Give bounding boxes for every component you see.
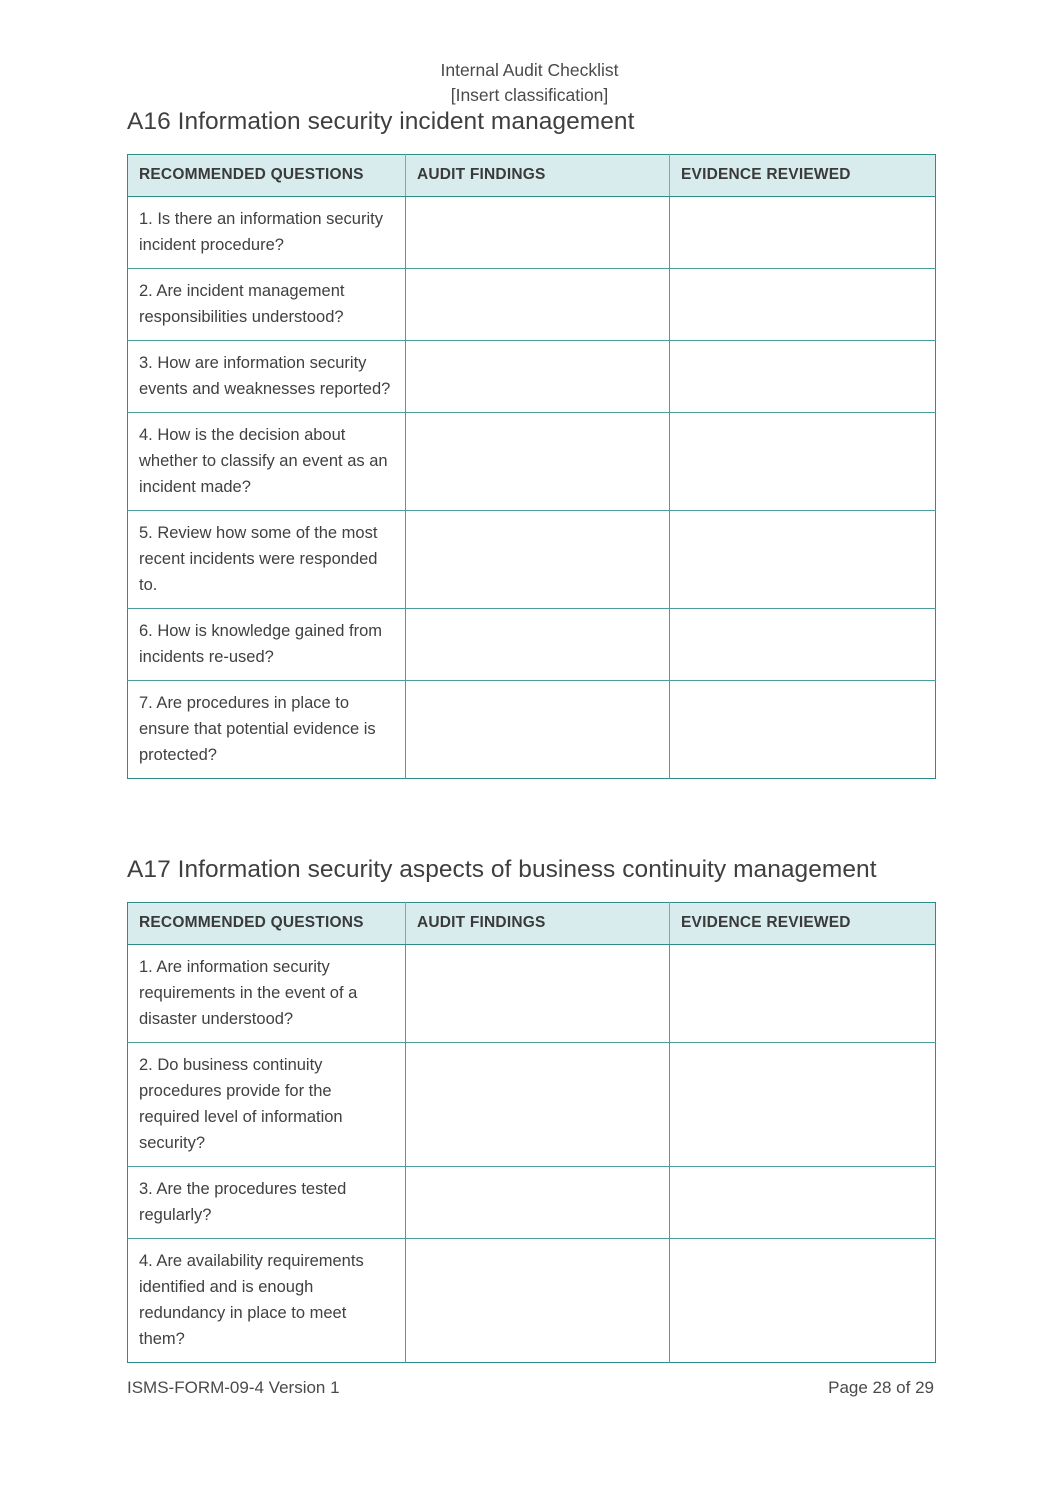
column-header-audit-findings: AUDIT FINDINGS bbox=[406, 155, 670, 197]
audit-findings-cell[interactable] bbox=[406, 511, 670, 609]
column-header-evidence-reviewed: EVIDENCE REVIEWED bbox=[670, 903, 936, 945]
table-row bbox=[128, 413, 936, 511]
document-title: Internal Audit Checklist bbox=[440, 60, 619, 80]
table-header-row bbox=[128, 903, 936, 945]
document-header bbox=[0, 0, 1059, 108]
section-spacer bbox=[127, 779, 934, 856]
checklist-table-a17 bbox=[127, 902, 936, 1363]
column-header-audit-findings: AUDIT FINDINGS bbox=[406, 903, 670, 945]
audit-findings-cell[interactable] bbox=[406, 197, 670, 269]
audit-findings-cell[interactable] bbox=[406, 681, 670, 779]
table-row bbox=[128, 1167, 936, 1239]
audit-findings-cell[interactable] bbox=[406, 413, 670, 511]
audit-findings-cell[interactable] bbox=[406, 269, 670, 341]
question-cell: 3. How are information security events and weaknesses reported? bbox=[128, 341, 406, 413]
question-cell: 4. How is the decision about whether to classify an event as an incident made? bbox=[128, 413, 406, 511]
table-row bbox=[128, 197, 936, 269]
table-row bbox=[128, 1239, 936, 1363]
evidence-reviewed-cell[interactable] bbox=[670, 945, 936, 1043]
section-heading-a16: A16 Information security incident management bbox=[127, 108, 635, 135]
column-header-recommended-questions: RECOMMENDED QUESTIONS bbox=[128, 903, 406, 945]
checklist-table-a16 bbox=[127, 154, 936, 779]
question-cell: 2. Do business continuity procedures provide for the required level of information security? bbox=[128, 1043, 406, 1167]
evidence-reviewed-cell[interactable] bbox=[670, 413, 936, 511]
question-cell: 1. Are information security requirements in the event of a disaster understood? bbox=[128, 945, 406, 1043]
audit-findings-cell[interactable] bbox=[406, 945, 670, 1043]
audit-findings-cell[interactable] bbox=[406, 1043, 670, 1167]
table-row bbox=[128, 341, 936, 413]
table-row bbox=[128, 681, 936, 779]
audit-findings-cell[interactable] bbox=[406, 609, 670, 681]
audit-findings-cell[interactable] bbox=[406, 341, 670, 413]
question-cell: 7. Are procedures in place to ensure that potential evidence is protected? bbox=[128, 681, 406, 779]
question-cell: 4. Are availability requirements identified and is enough redundancy in place to meet them? bbox=[128, 1239, 406, 1363]
evidence-reviewed-cell[interactable] bbox=[670, 1043, 936, 1167]
question-cell: 2. Are incident management responsibilities understood? bbox=[128, 269, 406, 341]
column-header-recommended-questions: RECOMMENDED QUESTIONS bbox=[128, 155, 406, 197]
document-body bbox=[0, 108, 1059, 1363]
evidence-reviewed-cell[interactable] bbox=[670, 1167, 936, 1239]
audit-findings-cell[interactable] bbox=[406, 1167, 670, 1239]
footer-document-id: ISMS-FORM-09-4 Version 1 bbox=[127, 1378, 340, 1397]
table-row bbox=[128, 269, 936, 341]
table-row bbox=[128, 609, 936, 681]
question-cell: 6. How is knowledge gained from incidents re-used? bbox=[128, 609, 406, 681]
question-cell: 5. Review how some of the most recent incidents were responded to. bbox=[128, 511, 406, 609]
evidence-reviewed-cell[interactable] bbox=[670, 609, 936, 681]
evidence-reviewed-cell[interactable] bbox=[670, 341, 936, 413]
evidence-reviewed-cell[interactable] bbox=[670, 197, 936, 269]
evidence-reviewed-cell[interactable] bbox=[670, 681, 936, 779]
document-footer bbox=[127, 1378, 934, 1398]
footer-page-number: Page 28 of 29 bbox=[828, 1378, 934, 1397]
evidence-reviewed-cell[interactable] bbox=[670, 269, 936, 341]
column-header-evidence-reviewed: EVIDENCE REVIEWED bbox=[670, 155, 936, 197]
document-classification: [Insert classification] bbox=[450, 85, 609, 105]
table-row bbox=[128, 511, 936, 609]
table-row bbox=[128, 1043, 936, 1167]
section-heading-a17: A17 Information security aspects of business continuity management bbox=[127, 856, 877, 883]
table-row bbox=[128, 945, 936, 1043]
question-cell: 3. Are the procedures tested regularly? bbox=[128, 1167, 406, 1239]
question-cell: 1. Is there an information security incident procedure? bbox=[128, 197, 406, 269]
audit-findings-cell[interactable] bbox=[406, 1239, 670, 1363]
table-header-row bbox=[128, 155, 936, 197]
evidence-reviewed-cell[interactable] bbox=[670, 1239, 936, 1363]
evidence-reviewed-cell[interactable] bbox=[670, 511, 936, 609]
